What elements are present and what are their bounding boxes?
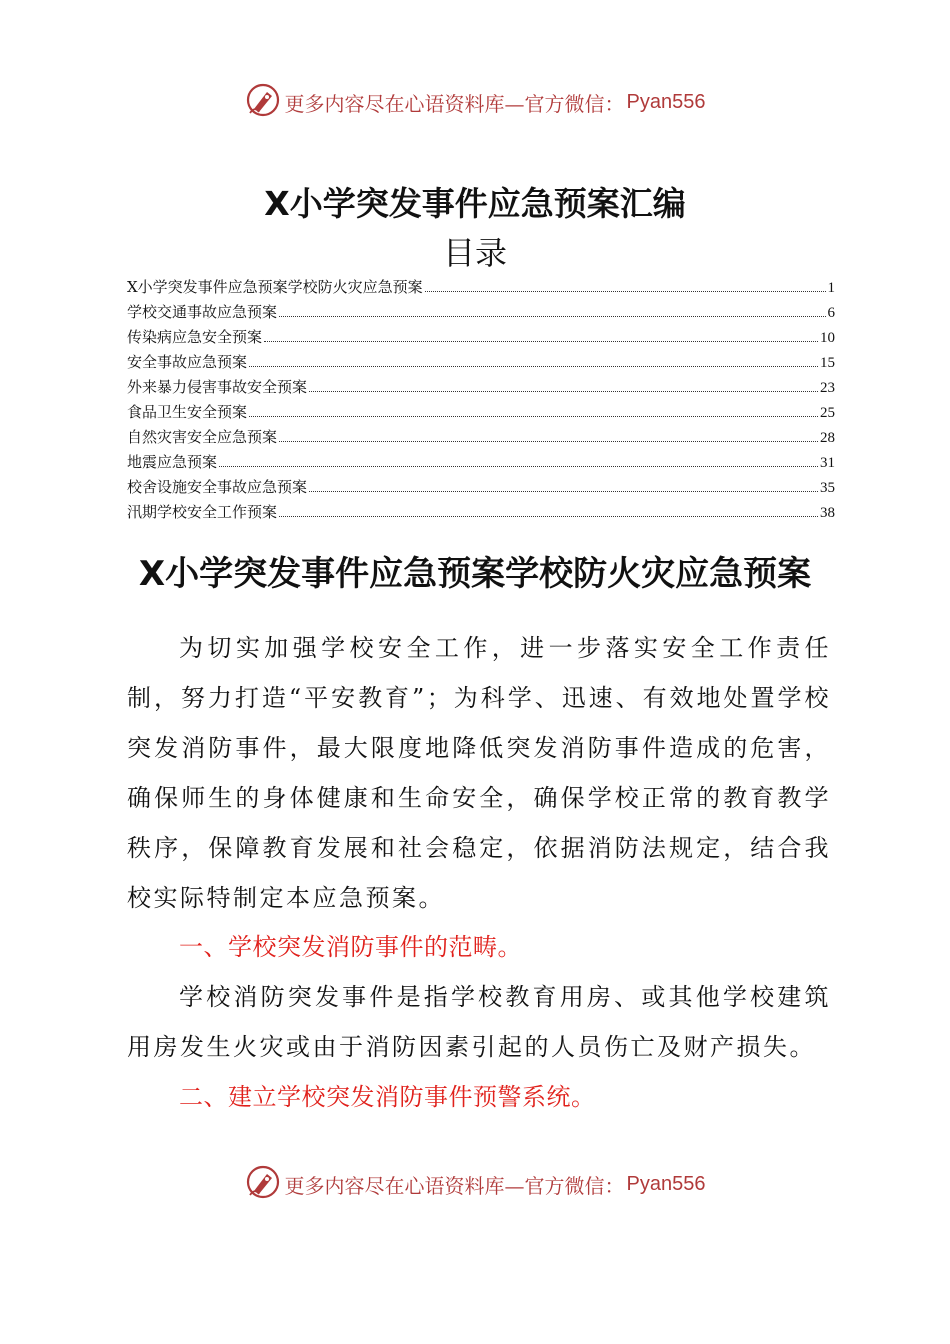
toc-entry-page: 28 bbox=[820, 430, 835, 446]
section-title: X小学突发事件应急预案学校防火灾应急预案 bbox=[138, 554, 812, 594]
toc-entry-page: 25 bbox=[820, 405, 835, 421]
toc-entry-title: X小学突发事件应急预案学校防火灾应急预案 bbox=[127, 278, 423, 296]
toc-entry-title: 安全事故应急预案 bbox=[127, 353, 248, 371]
toc-entry-page: 15 bbox=[820, 355, 835, 371]
toc-leader-dots bbox=[219, 466, 818, 467]
banner-wechat-id: Pyan556 bbox=[626, 1172, 706, 1195]
toc-leader-dots bbox=[249, 416, 818, 417]
toc-entry-title: 学校交通事故应急预案 bbox=[127, 303, 278, 321]
toc-leader-dots bbox=[279, 441, 818, 442]
toc-entry-title: 外来暴力侵害事故安全预案 bbox=[127, 378, 308, 396]
toc-entry[interactable] bbox=[127, 497, 835, 522]
paragraph-1: 学校消防突发事件是指学校教育用房、或其他学校建筑用房发生火灾或由于消防因素引起的人员伤亡及财产损失。 bbox=[127, 983, 831, 1061]
toc-entry-page: 10 bbox=[820, 330, 835, 346]
toc-entry[interactable] bbox=[127, 447, 835, 472]
toc-leader-dots bbox=[279, 316, 825, 317]
intro-paragraph: 为切实加强学校安全工作，进一步落实安全工作责任制，努力打造“平安教育”；为科学、迅速、有效地处置学校突发消防事件，最大限度地降低突发消防事件造成的危害，确保师生的身体健康和生命安全，确保学校正常的教育教学秩序，保障教育发展和社会稳定，依据消防法规定，结合我校实际特制定本应急预案。 bbox=[127, 634, 831, 912]
toc-entry-title: 传染病应急安全预案 bbox=[127, 328, 263, 346]
toc-entry-page: 38 bbox=[820, 505, 835, 521]
toc-entry-title: 地震应急预案 bbox=[127, 453, 218, 471]
toc-entry[interactable] bbox=[127, 472, 835, 497]
toc-entry[interactable] bbox=[127, 397, 835, 422]
toc-entry-title: 校舍设施安全事故应急预案 bbox=[127, 478, 308, 496]
toc-entry-title: 食品卫生安全预案 bbox=[127, 403, 248, 421]
section-heading-1: 一、学校突发消防事件的范畴。 bbox=[179, 933, 522, 961]
header-banner bbox=[0, 82, 950, 122]
banner-wechat-id: Pyan556 bbox=[626, 90, 706, 113]
toc-entry[interactable] bbox=[127, 272, 835, 297]
toc-entry-page: 6 bbox=[827, 305, 835, 321]
toc-entry-page: 23 bbox=[820, 380, 835, 396]
toc-entry-page: 1 bbox=[827, 280, 835, 296]
document-title: X小学突发事件应急预案汇编 bbox=[264, 184, 686, 223]
section-heading-2: 二、建立学校突发消防事件预警系统。 bbox=[179, 1083, 596, 1111]
toc-entry[interactable] bbox=[127, 297, 835, 322]
toc-leader-dots bbox=[309, 391, 818, 392]
table-of-contents bbox=[127, 272, 835, 522]
toc-entry[interactable] bbox=[127, 372, 835, 397]
toc-entry[interactable] bbox=[127, 422, 835, 447]
toc-leader-dots bbox=[309, 491, 818, 492]
banner-label: 更多内容尽在心语资料库—官方微信： bbox=[284, 1173, 625, 1198]
footer-banner bbox=[0, 1164, 950, 1204]
toc-leader-dots bbox=[249, 366, 818, 367]
toc-leader-dots bbox=[279, 516, 818, 517]
toc-heading: 目录 bbox=[442, 234, 507, 272]
toc-entry-page: 35 bbox=[820, 480, 835, 496]
toc-leader-dots bbox=[264, 341, 818, 342]
toc-entry[interactable] bbox=[127, 347, 835, 372]
pen-nib-logo-icon bbox=[245, 82, 285, 123]
toc-leader-dots bbox=[425, 291, 826, 292]
toc-entry-page: 31 bbox=[820, 455, 835, 471]
toc-entry-title: 汛期学校安全工作预案 bbox=[127, 503, 278, 521]
toc-entry-title: 自然灾害安全应急预案 bbox=[127, 428, 278, 446]
toc-entry[interactable] bbox=[127, 322, 835, 347]
pen-nib-logo-icon bbox=[245, 1164, 285, 1205]
banner-label: 更多内容尽在心语资料库—官方微信： bbox=[284, 91, 625, 116]
